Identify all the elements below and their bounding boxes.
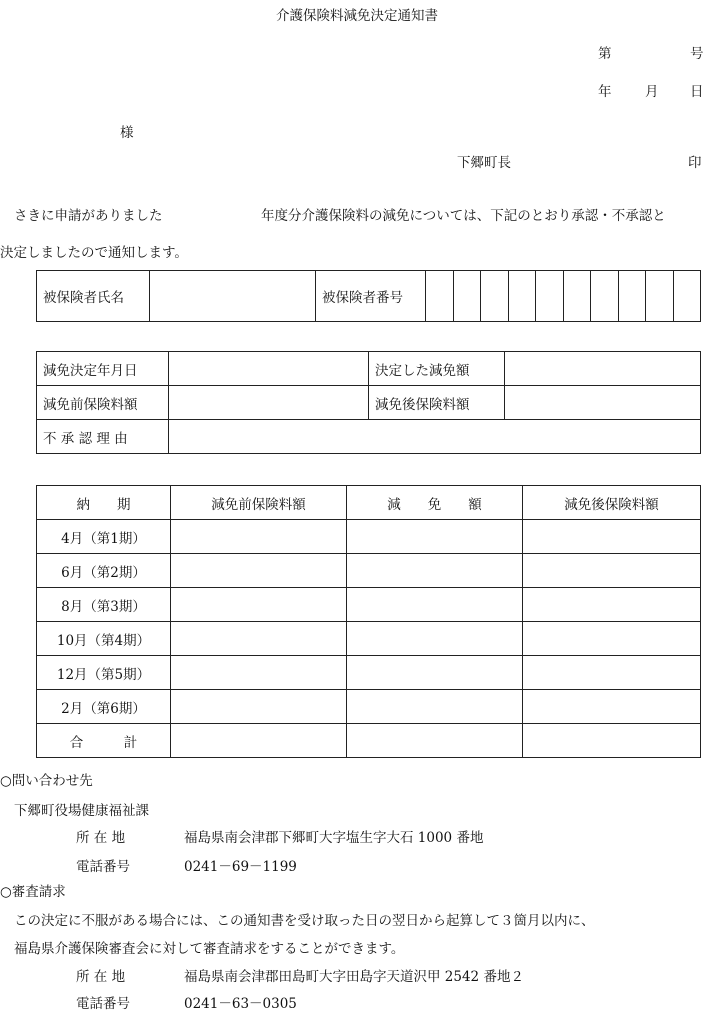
inquiry-heading: ○問い合わせ先 bbox=[0, 773, 93, 789]
insured-number-digit bbox=[563, 271, 591, 322]
insured-number-label: 被保険者番号 bbox=[316, 271, 426, 322]
reason-cell bbox=[169, 420, 701, 454]
period-header: 減免後保険料額 bbox=[523, 486, 701, 520]
period-label: 8月（第3期） bbox=[37, 588, 171, 622]
period-header: 減 免 額 bbox=[347, 486, 523, 520]
appeal-heading: ○審査請求 bbox=[0, 884, 66, 900]
table-row bbox=[37, 554, 701, 588]
period-label: 6月（第2期） bbox=[37, 554, 171, 588]
insured-number-digit bbox=[426, 271, 454, 322]
inquiry-address: 福島県南会津郡下郷町大字塩生字大石 1000 番地 bbox=[184, 830, 484, 846]
appeal-address: 福島県南会津郡田島町大字田島字天道沢甲 2542 番地２ bbox=[184, 969, 524, 985]
insured-table bbox=[36, 270, 701, 322]
body-line1-a: さきに申請がありました bbox=[14, 208, 163, 224]
period-label: 12月（第5期） bbox=[37, 656, 171, 690]
seal-mark: 印 bbox=[688, 155, 702, 171]
decision-table bbox=[36, 351, 701, 454]
insured-number-digit bbox=[508, 271, 536, 322]
total-label: 合 計 bbox=[37, 724, 171, 758]
period-table bbox=[36, 485, 701, 758]
appeal-phone: 0241－63－0305 bbox=[184, 996, 297, 1012]
period-label: 4月（第1期） bbox=[37, 520, 171, 554]
inquiry-phone-label: 電話番号 bbox=[76, 859, 130, 875]
period-label: 10月（第4期） bbox=[37, 622, 171, 656]
inquiry-office: 下郷町役場健康福祉課 bbox=[14, 803, 149, 819]
appeal-address-label: 所 在 地 bbox=[76, 969, 126, 985]
number-prefix: 第 bbox=[598, 46, 612, 62]
inquiry-phone: 0241－69－1199 bbox=[184, 859, 297, 875]
appeal-phone-label: 電話番号 bbox=[76, 996, 130, 1012]
period-header: 納 期 bbox=[37, 486, 171, 520]
issuer: 下郷町長 bbox=[457, 155, 511, 171]
inquiry-address-label: 所 在 地 bbox=[76, 830, 126, 846]
insured-number-digit bbox=[618, 271, 646, 322]
insured-number-digit bbox=[591, 271, 619, 322]
after-amount-label: 減免後保険料額 bbox=[369, 386, 505, 420]
table-row bbox=[37, 622, 701, 656]
table-row bbox=[37, 656, 701, 690]
insured-number-digit bbox=[646, 271, 674, 322]
insured-number-digit bbox=[536, 271, 564, 322]
insured-number-digit bbox=[673, 271, 701, 322]
decision-amount-cell bbox=[505, 352, 701, 386]
table-row bbox=[37, 520, 701, 554]
table-row bbox=[37, 690, 701, 724]
body-line2: 決定しましたので通知します。 bbox=[0, 245, 188, 261]
appeal-line1: この決定に不服がある場合には、この通知書を受け取った日の翌日から起算して３箇月以内に、 bbox=[14, 913, 595, 929]
table-row bbox=[37, 588, 701, 622]
body-line1-b: 年度分介護保険料の減免については、下記のとおり承認・不承認と bbox=[261, 208, 666, 224]
appeal-line2: 福島県介護保険審査会に対して審査請求をすることができます。 bbox=[14, 941, 405, 957]
after-amount-cell bbox=[505, 386, 701, 420]
date-month: 月 bbox=[645, 84, 659, 100]
document-title: 介護保険料減免決定通知書 bbox=[276, 8, 438, 24]
insured-name-label: 被保険者氏名 bbox=[37, 271, 150, 322]
number-suffix: 号 bbox=[690, 46, 704, 62]
decision-date-label: 減免決定年月日 bbox=[37, 352, 169, 386]
period-header: 減免前保険料額 bbox=[171, 486, 347, 520]
insured-name-cell bbox=[150, 271, 316, 322]
decision-date-cell bbox=[169, 352, 369, 386]
period-label: 2月（第6期） bbox=[37, 690, 171, 724]
date-day: 日 bbox=[690, 84, 704, 100]
date-year: 年 bbox=[598, 84, 612, 100]
before-amount-label: 減免前保険料額 bbox=[37, 386, 169, 420]
reason-label: 不 承 認 理 由 bbox=[37, 420, 169, 454]
insured-number-digit bbox=[453, 271, 481, 322]
before-amount-cell bbox=[169, 386, 369, 420]
insured-number-digit bbox=[481, 271, 509, 322]
table-row bbox=[37, 724, 701, 758]
decision-amount-label: 決定した減免額 bbox=[369, 352, 505, 386]
recipient-suffix: 様 bbox=[120, 125, 134, 141]
